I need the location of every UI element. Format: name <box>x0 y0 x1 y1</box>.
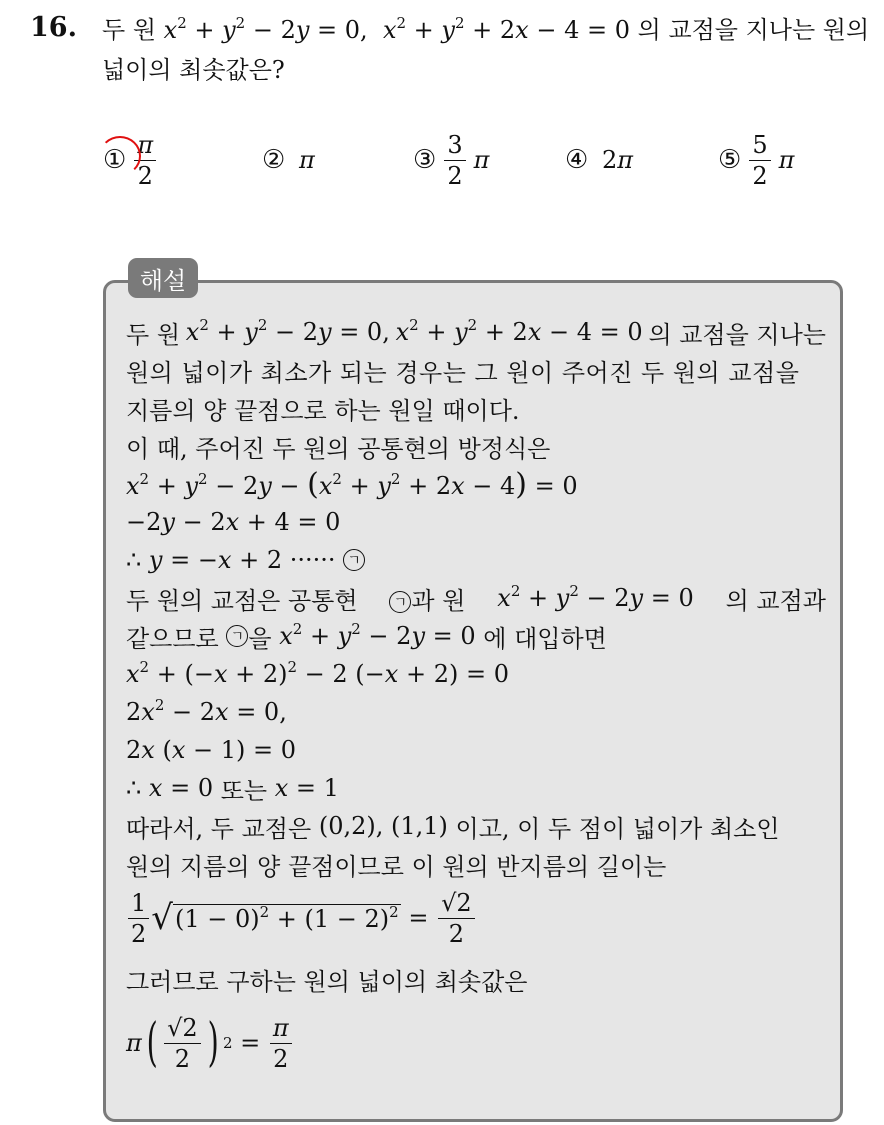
solution-line-6: 같으므로 ㄱ 을 $x^2 + y^2 - 2y = 0$ 에 대입하면 <box>126 620 607 653</box>
solution-line-8: 원의 지름의 양 끝점이므로 이 원의 반지름의 길이는 <box>126 852 667 881</box>
question-number: 16. <box>30 12 77 43</box>
question-text-b: 의 교점을 지나는 원의 <box>637 16 870 44</box>
solution-line-2: 원의 넓이가 최소가 되는 경우는 그 원이 주어진 두 원의 교점을 <box>126 358 800 387</box>
solution-step-5: $2x^2 - 2x = 0$, <box>126 696 287 726</box>
option-5[interactable]: ⑤ $\frac{5}{2}$ π <box>718 130 795 190</box>
solution-tag: 해설 <box>128 258 198 298</box>
question-stem <box>102 10 872 90</box>
solution-line-1: 두 원 $x^2 + y^2 - 2y = 0$, $x^2 + y^2 + 2x - 4 = 0$ 의 교점을 지나는 <box>126 316 826 349</box>
solution-step-7: ∴ x = 0 또는 x = 1 <box>126 774 339 805</box>
option-2[interactable]: ② π <box>262 145 315 175</box>
option-4[interactable]: ④ 2π <box>565 145 633 175</box>
solution-line-4: 이 때, 주어진 두 원의 공통현의 방정식은 <box>126 434 551 463</box>
question-text-a: 두 원 <box>102 16 156 44</box>
option-3[interactable]: ③ $\frac{3}{2}$ π <box>413 130 490 190</box>
answer-mark-circle <box>99 136 141 176</box>
solution-step-2: −2y − 2x + 4 = 0 <box>126 508 341 536</box>
solution-line-7: 따라서, 두 교점은 (0,2), (1,1) 이고, 이 두 점이 넓이가 최소인 <box>126 812 780 843</box>
solution-step-4: $x^2 + (-x + 2)^2 - 2$ (−x + 2) = 0 <box>126 658 509 688</box>
question-line-2: 넓이의 최솟값은? <box>102 56 285 84</box>
solution-line-5: 두 원의 교점은 공통현 ㄱ 과 원 $x^2 + y^2 - 2y = 0$ 의 교점과 <box>126 582 826 615</box>
solution-line-9: 그러므로 구하는 원의 넓이의 최솟값은 <box>126 967 528 996</box>
solution-radius-expression: $\frac{1}{2}$ √ $(1 - 0)^2 + (1 - 2)^2$ = $\frac{√2}{2}$ <box>126 890 477 946</box>
solution-line-3: 지름의 양 끝점으로 하는 원일 때이다. <box>126 396 520 425</box>
question-line-1: 두 원 $x^2 + y^2 - 2y = 0$, $x^2 + y^2 + 2x - 4 = 0$ 의 교점을 지나는 원의 <box>102 14 870 44</box>
solution-step-3: ∴ y = −x + 2 ······ ㄱ <box>126 541 365 579</box>
solution-area-expression: π ( $\frac{√2}{2}$ ) 2 = $\frac{\pi}{2}$ <box>126 1010 294 1076</box>
label-circle-giyeok: ㄱ <box>343 549 365 571</box>
option-1[interactable]: ① $\frac{\pi}{2}$ <box>103 130 158 190</box>
solution-step-6: 2x (x − 1) = 0 <box>126 736 297 764</box>
solution-step-1: $x^2 + y^2 - 2y - (x^2 + y^2 + 2x - 4) = 0$ <box>126 466 578 502</box>
